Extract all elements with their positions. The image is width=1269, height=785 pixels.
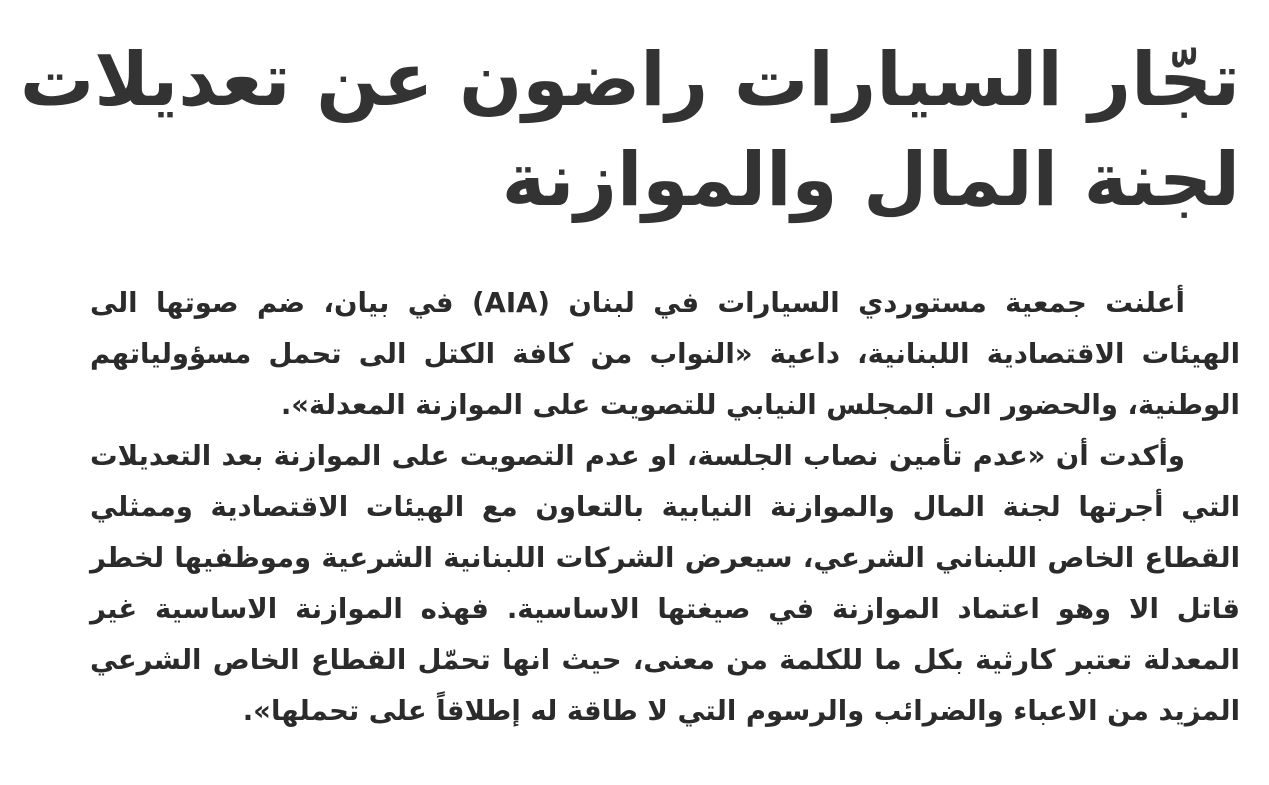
paragraph-2: وأكدت أن «عدم تأمين نصاب الجلسة، او عدم التصويت على الموازنة بعد التعديلات التي أجرتها لجنة المال والموازنة النيابية بالتعاون مع الهيئات الاقتصادية وممثلي القطاع الخاص اللبناني الشرعي، سيعرض الشركات اللبنانية الشرعية وموظفيها لخطر قاتل الا وهو اعتماد الموازنة في صيغتها الاساسية. فهذه الموازنة الاساسية غير المعدلة تعتبر كارثية بكل ما للكلمة من معنى، حيث انها تحمّل القطاع الخاص الشرعي المزيد من الاعباء والضرائب والرسوم التي لا طاقة له إطلاقاً على تحملها».	[90, 440, 1240, 727]
article-headline	[19, 30, 1240, 230]
paragraph-1: أعلنت جمعية مستوردي السيارات في لبنان (AIA) في بيان، ضم صوتها الى الهيئات الاقتصادية اللبنانية، داعية «النواب من كافة الكتل الى تحمل مسؤولياتهم الوطنية، والحضور الى المجلس النيابي للتصويت على الموازنة المعدلة».	[90, 287, 1240, 421]
article-body	[90, 278, 1240, 737]
headline-line-2: لجنة المال والموازنة	[501, 137, 1240, 223]
news-article	[19, 30, 1240, 737]
headline-line-1: تجّار السيارات راضون عن تعديلات	[19, 37, 1240, 123]
